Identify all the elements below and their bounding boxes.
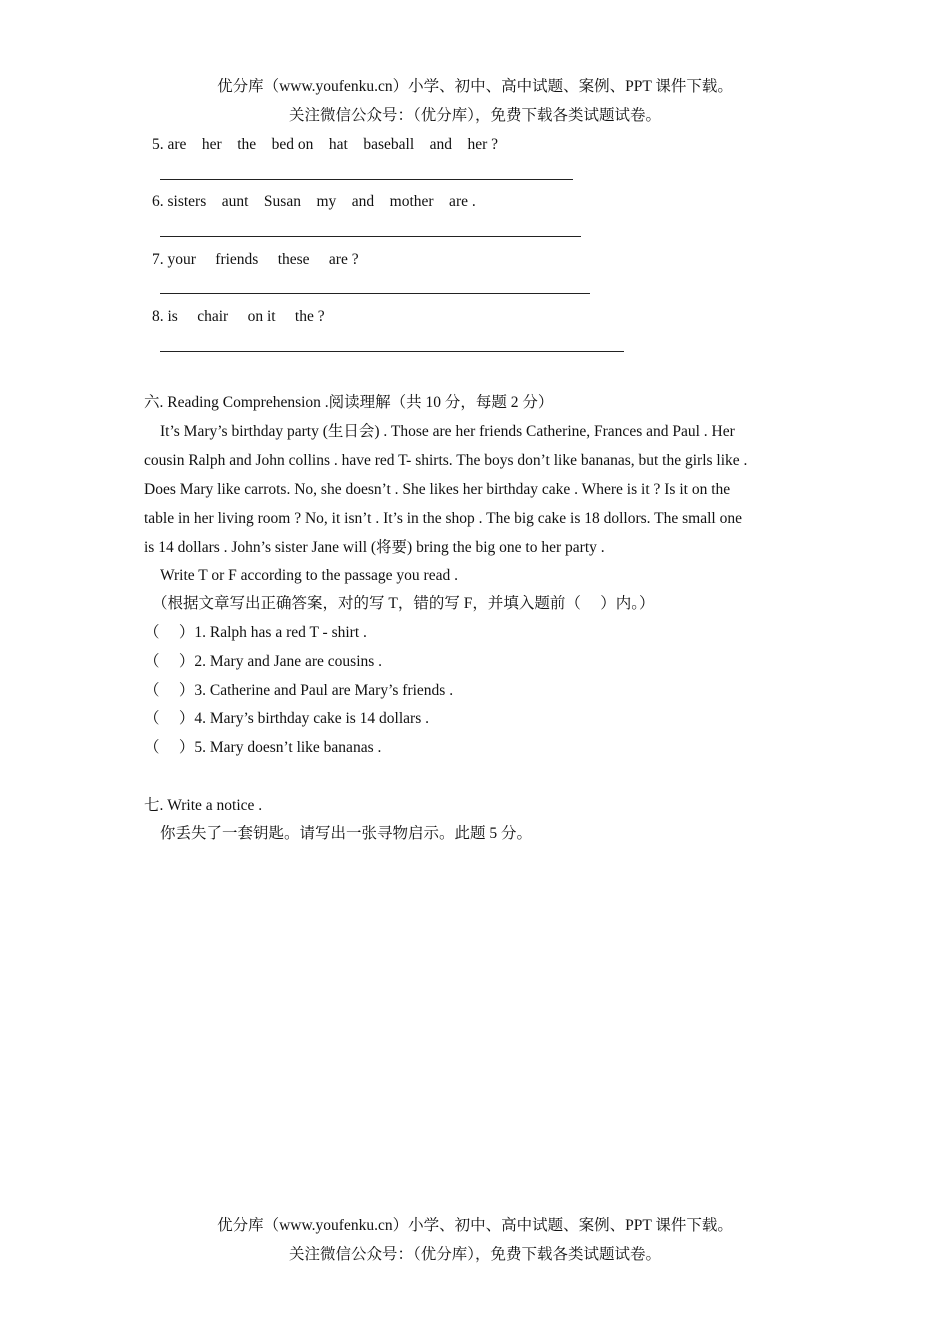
answer-bracket[interactable]: （ ） [144,624,195,641]
passage-line: cousin Ralph and John collins . have red T- shirts. The boys don’t like bananas, but the girls like . [144,452,748,469]
writing-prompt: 你丢失了一套钥匙。请写出一张寻物启示。此题 5 分。 [160,825,533,842]
passage-line: Does Mary like carrots. No, she doesn’t . She likes her birthday cake . Where is it ? Is it on the [144,481,731,498]
answer-line-7[interactable] [160,293,590,294]
reorder-item-8: 8. is chair on it the ? [152,308,325,325]
reorder-item-7: 7. your friends these are ? [152,251,359,268]
question-text: 5. Mary doesn’t like bananas . [194,739,382,756]
tf-question-4 [144,709,429,729]
question-text: 3. Catherine and Paul are Mary’s friends . [194,682,454,699]
writing-heading: 七. Write a notice . [144,797,263,814]
tf-question-2 [144,652,382,672]
header-line-2: 关注微信公众号：（优分库），免费下载各类试题试卷。 [288,107,661,124]
instruction-en: Write T or F according to the passage you read . [160,567,458,584]
question-text: 2. Mary and Jane are cousins . [194,653,383,670]
answer-bracket[interactable]: （ ） [144,682,195,699]
footer-line-1: 优分库（www.youfenku.cn）小学、初中、高中试题、案例、PPT 课件下载。 [217,1217,733,1234]
answer-bracket[interactable]: （ ） [144,710,195,727]
instruction-cn: （根据文章写出正确答案，对的写 T，错的写 F，并填入题前（ ）内。） [152,595,655,612]
answer-bracket[interactable]: （ ） [144,653,195,670]
answer-line-6[interactable] [160,236,581,237]
footer-line-2: 关注微信公众号：（优分库），免费下载各类试题试卷。 [288,1246,661,1263]
tf-question-5 [144,738,381,758]
passage-line: is 14 dollars . John’s sister Jane will (将要) bring the big one to her party . [144,539,605,556]
passage-line: table in her living room ? No, it isn’t . It’s in the shop . The big cake is 18 dollors. The small one [144,510,742,527]
header-line-1: 优分库（www.youfenku.cn）小学、初中、高中试题、案例、PPT 课件下载。 [217,78,733,95]
reorder-item-5: 5. are her the bed on hat baseball and her ? [152,136,499,153]
reading-heading: 六. Reading Comprehension .阅读理解（共 10 分，每题 2 分） [144,394,554,411]
question-text: 4. Mary’s birthday cake is 14 dollars . [194,710,429,727]
passage-line: It’s Mary’s birthday party (生日会) . Those are her friends Catherine, Frances and Paul . Her [160,423,735,440]
answer-bracket[interactable]: （ ） [144,739,195,756]
reorder-item-6: 6. sisters aunt Susan my and mother are . [152,193,476,210]
answer-line-5[interactable] [160,179,573,180]
answer-line-8[interactable] [160,351,624,352]
tf-question-1 [144,623,367,643]
question-text: 1. Ralph has a red T - shirt . [194,624,367,641]
tf-question-3 [144,681,453,701]
